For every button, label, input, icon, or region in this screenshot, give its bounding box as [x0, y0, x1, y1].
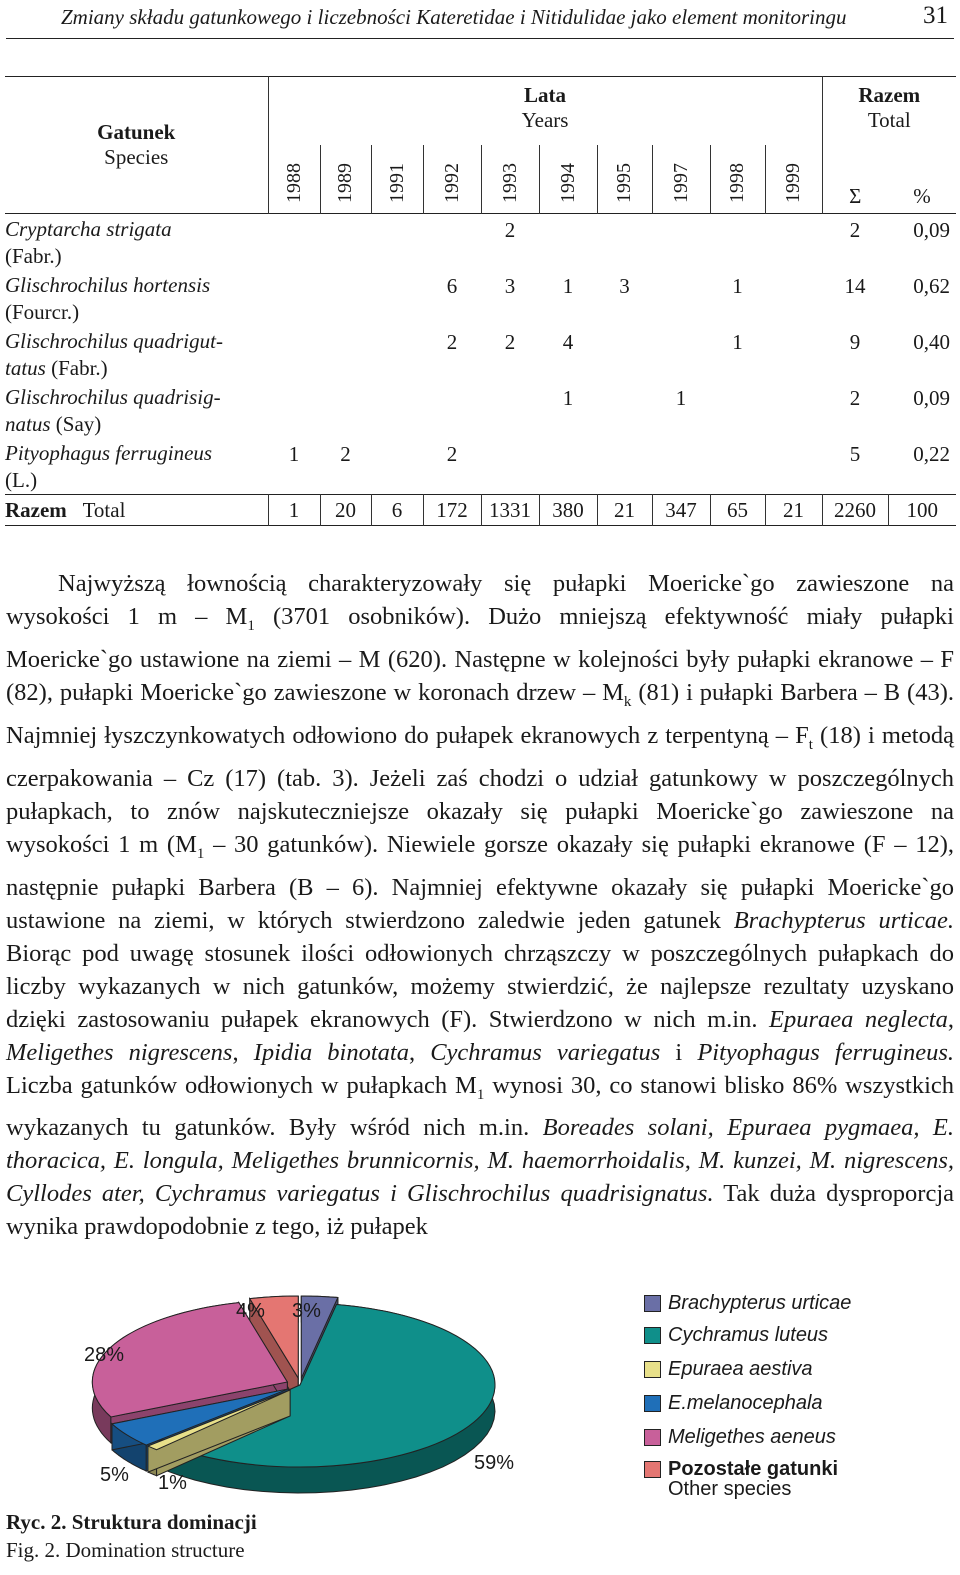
species-header-pl: Gatunek [97, 120, 176, 144]
total-header-en: Total [867, 108, 911, 132]
count-cell: 2 [504, 218, 516, 242]
legend-swatch [644, 1361, 661, 1378]
legend-label: Cychramus luteus [668, 1324, 829, 1346]
count-cell: 1 [732, 274, 743, 298]
count-cell [652, 270, 710, 326]
percent-cell: 0,62 [913, 274, 950, 298]
count-cell [765, 326, 822, 382]
count-cell [765, 214, 822, 271]
figure-caption-en: Fig. 2. Domination structure [6, 1538, 245, 1562]
count-cell [481, 438, 539, 495]
percent-header: % [913, 184, 931, 208]
species-header [5, 77, 268, 214]
count-cell: 1 [562, 274, 574, 298]
percent-cell: 0,09 [913, 218, 950, 242]
total-sum-cell: 2260 [822, 495, 888, 526]
species-name: Cryptarcha strigata (Fabr.) [5, 217, 172, 268]
count-cell [652, 214, 710, 271]
count-cell [320, 270, 371, 326]
count-cell [765, 382, 822, 438]
year-header: 1991 [371, 145, 423, 214]
count-cell: 2 [340, 442, 351, 466]
years-header-pl: Lata [524, 83, 566, 107]
year-header: 1994 [539, 145, 597, 214]
page-number: 31 [923, 2, 948, 29]
count-cell: 1 [288, 442, 300, 466]
slice-label: 59% [474, 1452, 515, 1474]
total-cell: 380 [539, 495, 597, 526]
count-cell: 3 [619, 274, 630, 298]
count-cell [481, 382, 539, 438]
table-row [5, 326, 956, 382]
count-cell [765, 438, 822, 495]
slice-label: 28% [84, 1344, 125, 1366]
count-cell [268, 326, 320, 382]
total-cell: 21 [597, 495, 652, 526]
legend-label: E.melanocephala [668, 1392, 823, 1414]
legend-label: Epuraea aestiva [668, 1358, 813, 1380]
figure-caption-pl: Ryc. 2. Struktura dominacji [6, 1510, 257, 1534]
year-header: 1993 [481, 145, 539, 214]
total-cell: 20 [320, 495, 371, 526]
count-cell [320, 214, 371, 271]
year-header: 1997 [652, 145, 710, 214]
sum-cell: 9 [849, 330, 861, 354]
species-table [5, 76, 956, 526]
count-cell [423, 214, 481, 271]
count-cell [710, 382, 765, 438]
count-cell: 1 [675, 386, 687, 410]
count-cell [597, 438, 652, 495]
sum-cell: 14 [844, 274, 866, 298]
total-header [822, 77, 956, 146]
species-name: Glischrochilus hortensis (Fourcr.) [5, 273, 211, 324]
count-cell [268, 382, 320, 438]
count-cell [765, 270, 822, 326]
table-row [5, 214, 956, 271]
legend-swatch [644, 1461, 661, 1478]
count-cell [371, 214, 423, 271]
legend-swatch [644, 1395, 661, 1412]
count-cell: 1 [562, 386, 574, 410]
slice-label: 4% [236, 1300, 265, 1322]
sum-header: Σ [822, 145, 888, 214]
legend-swatch [644, 1429, 661, 1446]
total-cell: 21 [765, 495, 822, 526]
count-cell [320, 382, 371, 438]
slice-label: 5% [100, 1464, 129, 1486]
running-title: Zmiany składu gatunkowego i liczebności Kateretidae i Nitidulidae jako element monitoringu [61, 5, 847, 29]
total-row [5, 495, 956, 526]
sum-cell: 2 [849, 218, 861, 242]
count-cell [423, 382, 481, 438]
total-header-pl: Razem [858, 83, 921, 107]
sum-cell: 2 [849, 386, 861, 410]
count-cell [539, 214, 597, 271]
total-cell: 65 [710, 495, 765, 526]
slice-label: 1% [158, 1472, 187, 1494]
species-name: Glischrochilus quadrigut- tatus (Fabr.) [5, 329, 223, 380]
legend-swatch [644, 1295, 661, 1312]
legend-label: Other species [668, 1478, 792, 1500]
total-percent-cell: 100 [888, 495, 956, 526]
count-cell [371, 382, 423, 438]
legend-label: Pozostałe gatunki [668, 1458, 839, 1480]
legend-label: Meligethes aeneus [668, 1426, 836, 1448]
count-cell [320, 326, 371, 382]
count-cell [652, 326, 710, 382]
count-cell: 4 [562, 330, 574, 354]
total-label: Razem Total [5, 497, 126, 522]
total-cell: 347 [652, 495, 710, 526]
percent-cell: 0,09 [913, 386, 950, 410]
count-cell: 2 [446, 330, 458, 354]
count-cell: 6 [446, 274, 458, 298]
count-cell [371, 438, 423, 495]
percent-cell: 0,40 [913, 330, 950, 354]
count-cell: 3 [504, 274, 516, 298]
species-name: Pityophagus ferrugineus (L.) [5, 441, 213, 492]
count-cell [268, 214, 320, 271]
count-cell [268, 270, 320, 326]
count-cell [539, 438, 597, 495]
count-cell: 2 [446, 442, 458, 466]
total-cell: 1331 [481, 495, 539, 526]
species-name: Glischrochilus quadrisig- natus (Say) [5, 385, 221, 436]
count-cell [710, 438, 765, 495]
count-cell: 2 [504, 330, 516, 354]
table-row [5, 438, 956, 495]
count-cell [597, 214, 652, 271]
total-cell: 6 [371, 495, 423, 526]
year-header: 1992 [423, 145, 481, 214]
table-row [5, 382, 956, 438]
count-cell [652, 438, 710, 495]
percent-cell: 0,22 [913, 442, 950, 466]
years-header [268, 77, 822, 146]
count-cell [597, 382, 652, 438]
count-cell [710, 214, 765, 271]
years-header-en: Years [521, 108, 569, 132]
year-header: 1995 [597, 145, 652, 214]
total-cell: 1 [268, 495, 320, 526]
year-header: 1999 [765, 145, 822, 214]
body-paragraph: Najwyższą łownością charakteryzowały się pułapki Moericke`go zawieszone na wysokości 1 m – $M_1$ (3701 osobników). Dużo mniejszą efektywność miały pułapki Moericke`go ustawione na ziemi – M (620). Następne w kolejności były pułapki ekranowe – F (82), pułapki Moericke`go zawieszone w koronach drzew – $M_k$ (81) i pułapki Barbera – B (43). Najmniej łyszczynkowatych odłowiono do pułapek ekranowych z terpentyną – $F_t$ (18) i metodą czerpakowania – Cz (17) (tab. 3). Jeżeli zaś chodzi o udział gatunkowy w poszczególnych pułapkach, to znów najskuteczniejsze okazały się pułapki Moericke`go zawieszone na wysokości 1 m ($M_1 - 30$ gatunków). Niewiele gorsze okazały się pułapki ekranowe (F – 12), następnie pułapki Barbera (B – 6). Najmniej efektywne okazały się pułapki Moericke`go ustawione na ziemi, w których stwierdzono zaledwie jeden gatunek Brachypterus urticae. Biorąc pod uwagę stosunek ilości odłowionych chrząszczy w poszczególnych pułapkach do liczby wykazanych w nich gatunków, możemy stwierdzić, że najlepsze rezultaty uzyskano dzięki zastosowaniu pułapek ekranowych (F). Stwierdzono w nich m.in. Epuraea neglecta, Meligethes nigrescens, Ipidia binotata, Cychramus variegatus i Pityophagus ferrugineus. Liczba gatunków odłowionych w pułapkach $M_1$ wynosi 30, co stanowi blisko 86% wszystkich wykazanych tu gatunków. Były wśród nich m.in. Boreades solani, Epuraea pygmaea, E. thoracica, E. longula, Meligethes brunnicornis, M. haemorrhoidalis, M. kunzei, M. nigrescens, Cyllodes ater, Cychramus variegatus i Glischrochilus quadrisignatus. Tak duża dysproporcja wynika prawdopodobnie z tego, iż pułapek [6, 570, 955, 1241]
count-cell: 1 [732, 330, 743, 354]
year-header: 1988 [268, 145, 320, 214]
sum-cell: 5 [849, 442, 861, 466]
legend-swatch [644, 1327, 661, 1344]
total-cell: 172 [423, 495, 481, 526]
year-header: 1989 [320, 145, 371, 214]
count-cell [597, 326, 652, 382]
legend-label: Brachypterus urticae [668, 1292, 852, 1314]
table-row [5, 270, 956, 326]
pie-chart-figure [0, 1280, 960, 1575]
species-header-en: Species [104, 145, 169, 169]
count-cell [371, 270, 423, 326]
slice-label: 3% [292, 1300, 321, 1322]
running-header [6, 0, 954, 39]
year-header: 1998 [710, 145, 765, 214]
count-cell [371, 326, 423, 382]
